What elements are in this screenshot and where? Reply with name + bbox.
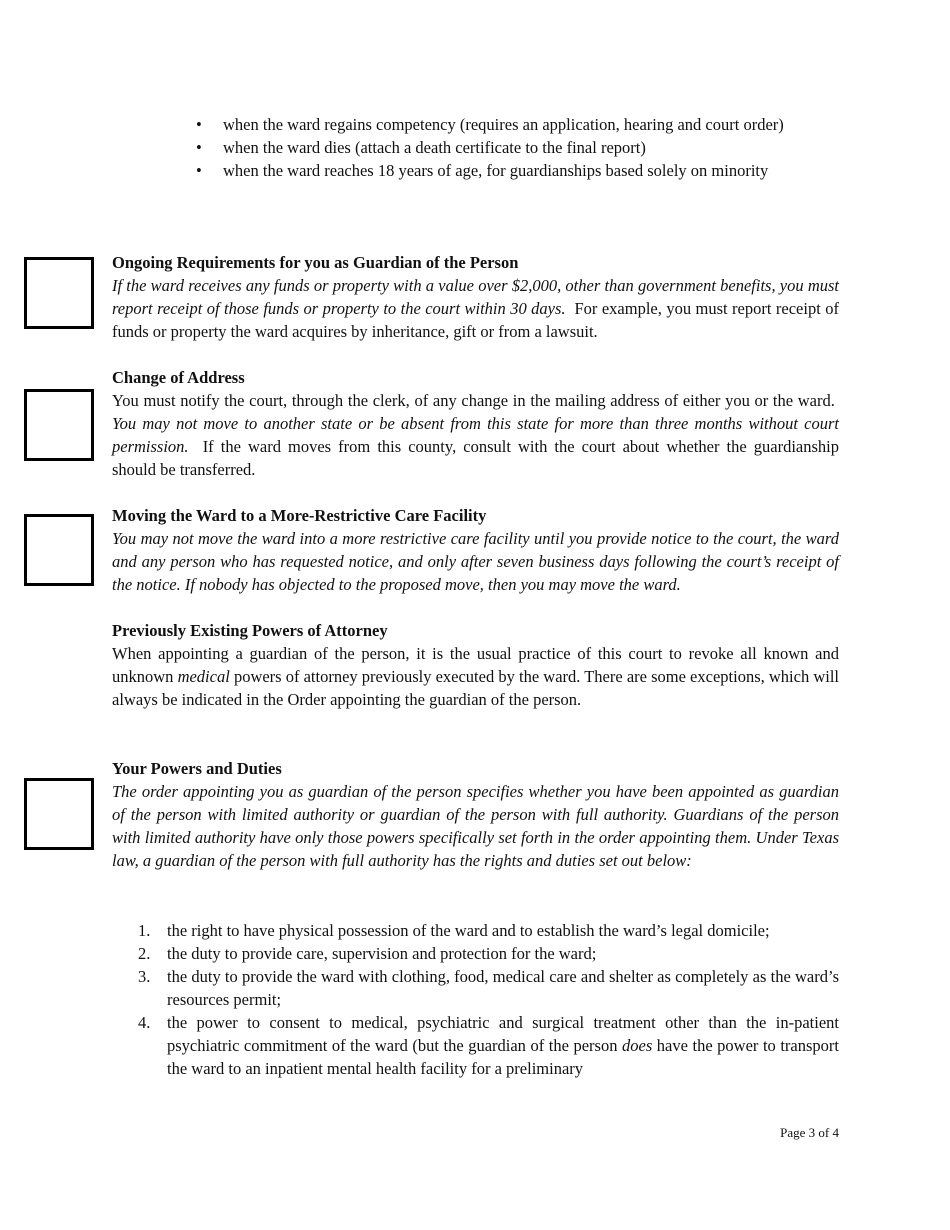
list-item: 2. the duty to provide care, supervision and protection for the ward; xyxy=(138,944,597,963)
duties-list xyxy=(138,919,839,1080)
section-heading: Ongoing Requirements for you as Guardian of the Person xyxy=(112,253,519,272)
change-of-address-checkbox[interactable] xyxy=(24,389,94,461)
list-item: 1. the right to have physical possession of the ward and to establish the ward’s legal domicile; xyxy=(138,921,770,940)
section-body: If the ward receives any funds or property with a value over $2,000, other than government benefits, you must report receipt of those funds or property to the court within 30 days. For example, you must report receipt of funds or property the ward acquires by inheritance, gift or from a lawsuit. xyxy=(112,276,839,341)
powers-duties-checkbox[interactable] xyxy=(24,778,94,850)
moving-ward-checkbox[interactable] xyxy=(24,514,94,586)
bullet-item: • when the ward regains competency (requires an application, hearing and court order) xyxy=(196,113,839,136)
bullet-item: • when the ward reaches 18 years of age, for guardianships based solely on minority xyxy=(196,159,839,182)
ongoing-requirements-checkbox[interactable] xyxy=(24,257,94,329)
section-body: The order appointing you as guardian of the person specifies whether you have been appointed as guardian of the person with limited authority or guardian of the person with full authority. Guardians of the person with limited authority have only those powers specifically set forth in the order appointing them. Under Texas law, a guardian of the person with full authority has the rights and duties set out below: xyxy=(112,782,839,870)
change-of-address-section xyxy=(112,366,839,481)
section-heading: Your Powers and Duties xyxy=(112,759,282,778)
ongoing-requirements-section xyxy=(112,251,839,343)
section-body: You must notify the court, through the clerk, of any change in the mailing address of either you or the ward. You may not move to another state or be absent from this state for more than three months without court permission. If the ward moves from this county, consult with the court about whether the guardianship should be transferred. xyxy=(112,391,839,479)
termination-bullet-list xyxy=(196,113,839,182)
powers-of-attorney-section xyxy=(112,619,839,711)
section-body: You may not move the ward into a more restrictive care facility until you provide notice to the court, the ward and any person who has requested notice, and only after seven business days following the court’s receipt of the notice. If nobody has objected to the proposed move, then you may move the ward. xyxy=(112,529,839,594)
section-heading: Previously Existing Powers of Attorney xyxy=(112,621,388,640)
list-item: 4. the power to consent to medical, psychiatric and surgical treatment other than the in-patient psychiatric commitment of the ward (but the guardian of the person does have the power to transport the ward to an inpatient mental health facility for a preliminary xyxy=(138,1013,839,1078)
moving-ward-section xyxy=(112,504,839,596)
page-number: Page 3 of 4 xyxy=(780,1125,839,1140)
list-item: 3. the duty to provide the ward with clothing, food, medical care and shelter as completely as the ward’s resources permit; xyxy=(138,967,839,1009)
powers-duties-section xyxy=(112,757,839,872)
section-body: When appointing a guardian of the person, it is the usual practice of this court to revoke all known and unknown medical powers of attorney previously executed by the ward. There are some exceptions, which will always be indicated in the Order appointing the guardian of the person. xyxy=(112,644,840,709)
bullet-item: • when the ward dies (attach a death certificate to the final report) xyxy=(196,136,839,159)
section-heading: Moving the Ward to a More-Restrictive Care Facility xyxy=(112,506,487,525)
section-heading: Change of Address xyxy=(112,368,245,387)
